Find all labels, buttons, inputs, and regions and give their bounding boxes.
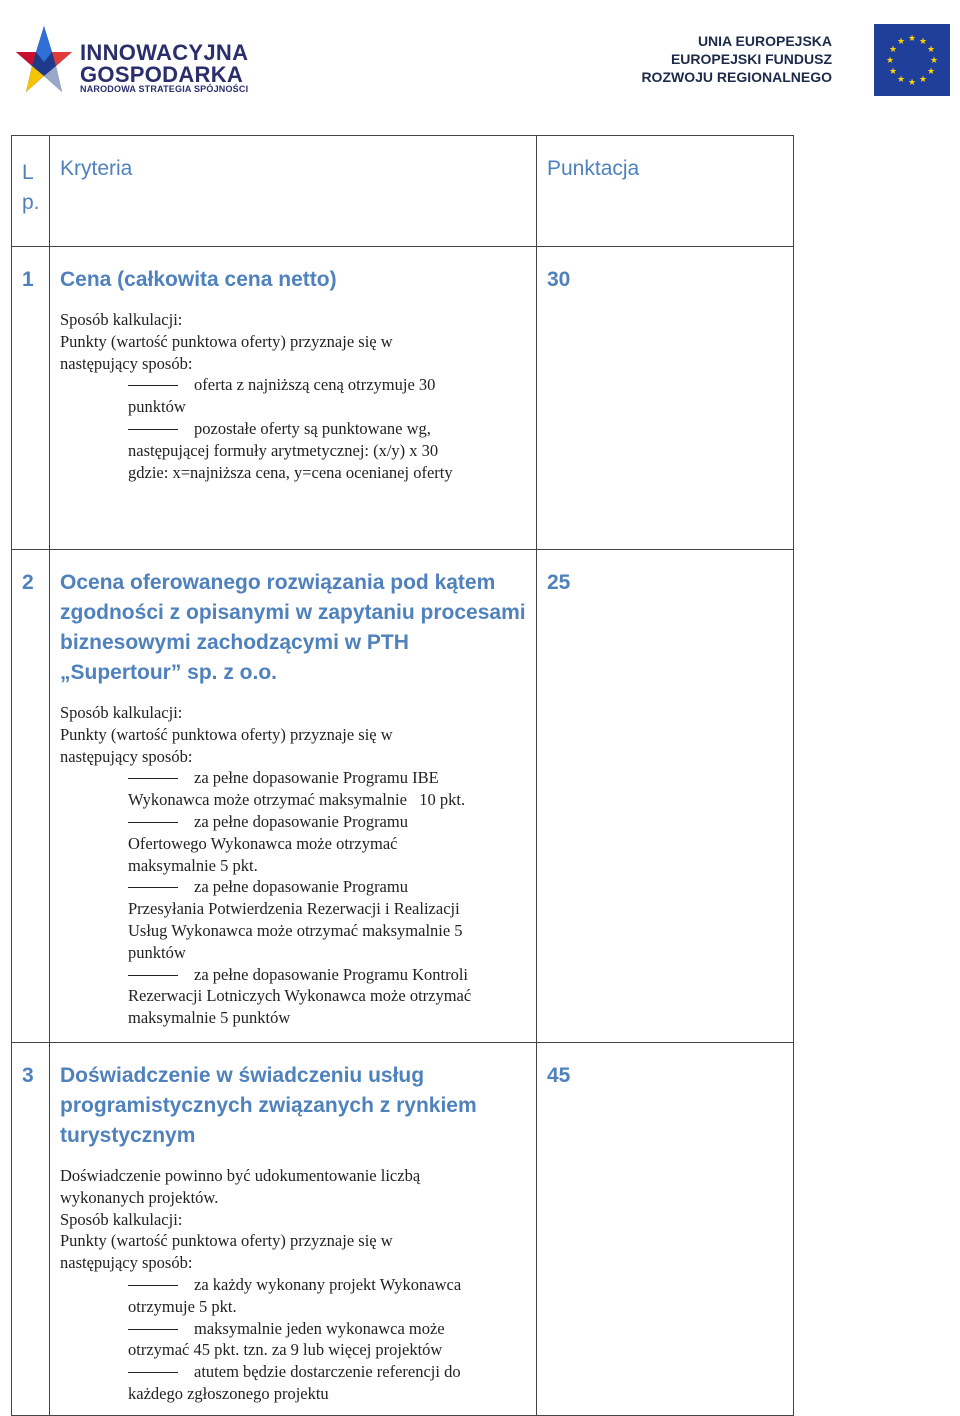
criterion-points: 30 — [547, 268, 571, 291]
svg-text:★: ★ — [918, 37, 928, 47]
svg-text:★: ★ — [918, 75, 928, 85]
header-kryteria: Kryteria — [60, 157, 133, 180]
star-logo-icon — [14, 22, 74, 104]
list-item: pozostałe oferty są punktowane wg, następującej formuły arytmetycznej: (x/y) x 30 gdzie: x=najniższa cena, y=cena ocenianej oferty — [128, 418, 453, 482]
criterion-points: 25 — [547, 571, 571, 594]
header-punktacja: Punktacja — [547, 157, 640, 180]
eu-logo-text: UNIA EUROPEJSKA EUROPEJSKI FUNDUSZ ROZWOJU REGIONALNEGO — [641, 33, 832, 85]
eu-logo — [641, 24, 950, 96]
list-item: atutem będzie dostarczenie referencji do każdego zgłoszonego projektu — [128, 1362, 461, 1403]
list-item: oferta z najniższą ceną otrzymuje 30 punktów — [128, 375, 436, 417]
list-item: za każdy wykonany projekt Wykonawca otrzymuje 5 pkt. — [128, 1274, 462, 1316]
header-lp: L p. — [22, 161, 40, 214]
criterion-points: 45 — [547, 1064, 571, 1087]
logo-subtitle: NARODOWA STRATEGIA SPÓJNOŚCI — [80, 84, 249, 94]
svg-text:★: ★ — [888, 67, 898, 77]
row-number: 3 — [22, 1064, 34, 1087]
list-item: za pełne dopasowanie Programu IBE Wykonawca może otrzymać maksymalnie 10 pkt. — [128, 768, 466, 810]
svg-text:★: ★ — [929, 56, 939, 66]
criterion-description: Sposób kalkulacji: Punkty (wartość punktowa oferty) przyznaje się w następujący sposób: oferta z najniższą ceną otrzymuje 30 punktów pozostałe oferty są punktowane wg, następującej formuły arytmetycznej: (x/y) x 30 gdzie: x=najniższa cena, y=cena ocenianej oferty — [50, 295, 536, 483]
table-row — [12, 247, 794, 550]
row-number: 1 — [22, 268, 34, 291]
table-row — [12, 550, 794, 1043]
svg-text:★: ★ — [885, 56, 895, 66]
criteria-table — [11, 135, 794, 1416]
logo-title: INNOWACYJNA GOSPODARKA — [80, 40, 249, 87]
svg-text:★: ★ — [926, 45, 936, 55]
list-item: maksymalnie jeden wykonawca może otrzymać 45 pkt. tzn. za 9 lub więcej projektów — [128, 1318, 445, 1360]
innowacyjna-gospodarka-logo — [14, 22, 254, 104]
eu-flag-icon — [874, 24, 950, 96]
criterion-title: Doświadczenie w świadczeniu usług programistycznych związanych z rynkiem turystycznym — [60, 1064, 477, 1147]
svg-text:★: ★ — [896, 75, 906, 85]
criterion-title: Ocena oferowanego rozwiązania pod kątem zgodności z opisanymi w zapytaniu procesami biznesowymi zachodzącymi w PTH „Supertour” sp. z o.o. — [60, 571, 526, 684]
list-item: za pełne dopasowanie Programu Ofertowego Wykonawca może otrzymać maksymalnie 5 pkt. — [128, 811, 408, 875]
criterion-description: Doświadczenie powinno być udokumentowanie liczbą wykonanych projektów. Sposób kalkulacji: Punkty (wartość punktowa oferty) przyznaje się w następujący sposób: za każdy wykonany projekt Wykonawca otrzymuje 5 pkt. maksymalnie jeden wykonawca może otrzymać 45 pkt. tzn. za 9 lub więcej projektów atutem będzie dostarczenie referencji do każdego zgłoszonego projektu — [50, 1151, 536, 1405]
svg-text:★: ★ — [907, 78, 917, 88]
svg-text:★: ★ — [926, 67, 936, 77]
criterion-title: Cena (całkowita cena netto) — [60, 268, 337, 291]
row-number: 2 — [22, 571, 34, 594]
svg-text:★: ★ — [907, 34, 917, 44]
table-header-row — [12, 136, 794, 247]
list-item: za pełne dopasowanie Programu Kontroli Rezerwacji Lotniczych Wykonawca może otrzymać maksymalnie 5 punktów — [128, 964, 472, 1028]
svg-text:★: ★ — [888, 45, 898, 55]
criterion-description: Sposób kalkulacji: Punkty (wartość punktowa oferty) przyznaje się w następujący sposób: za pełne dopasowanie Programu IBE Wykonawca może otrzymać maksymalnie 10 pkt. za pełne dopasowanie Programu Ofertowego Wykonawca może otrzymać maksymalnie 5 pkt. za pełne dopasowanie Programu Przesyłania Potwierdzenia Rezerwacji i Realizacji Usług Wykonawca może otrzymać maksymalnie 5 punktów za pełne dopasowanie Programu Kontroli Rezerwacji Lotniczych Wykonawca może otrzymać maksymalnie 5 punktów — [50, 688, 536, 1029]
list-item: za pełne dopasowanie Programu Przesyłania Potwierdzenia Rezerwacji i Realizacji Usług Wykonawca może otrzymać maksymalnie 5 punktów — [128, 877, 463, 962]
svg-text:★: ★ — [896, 37, 906, 47]
table-row — [12, 1043, 794, 1416]
